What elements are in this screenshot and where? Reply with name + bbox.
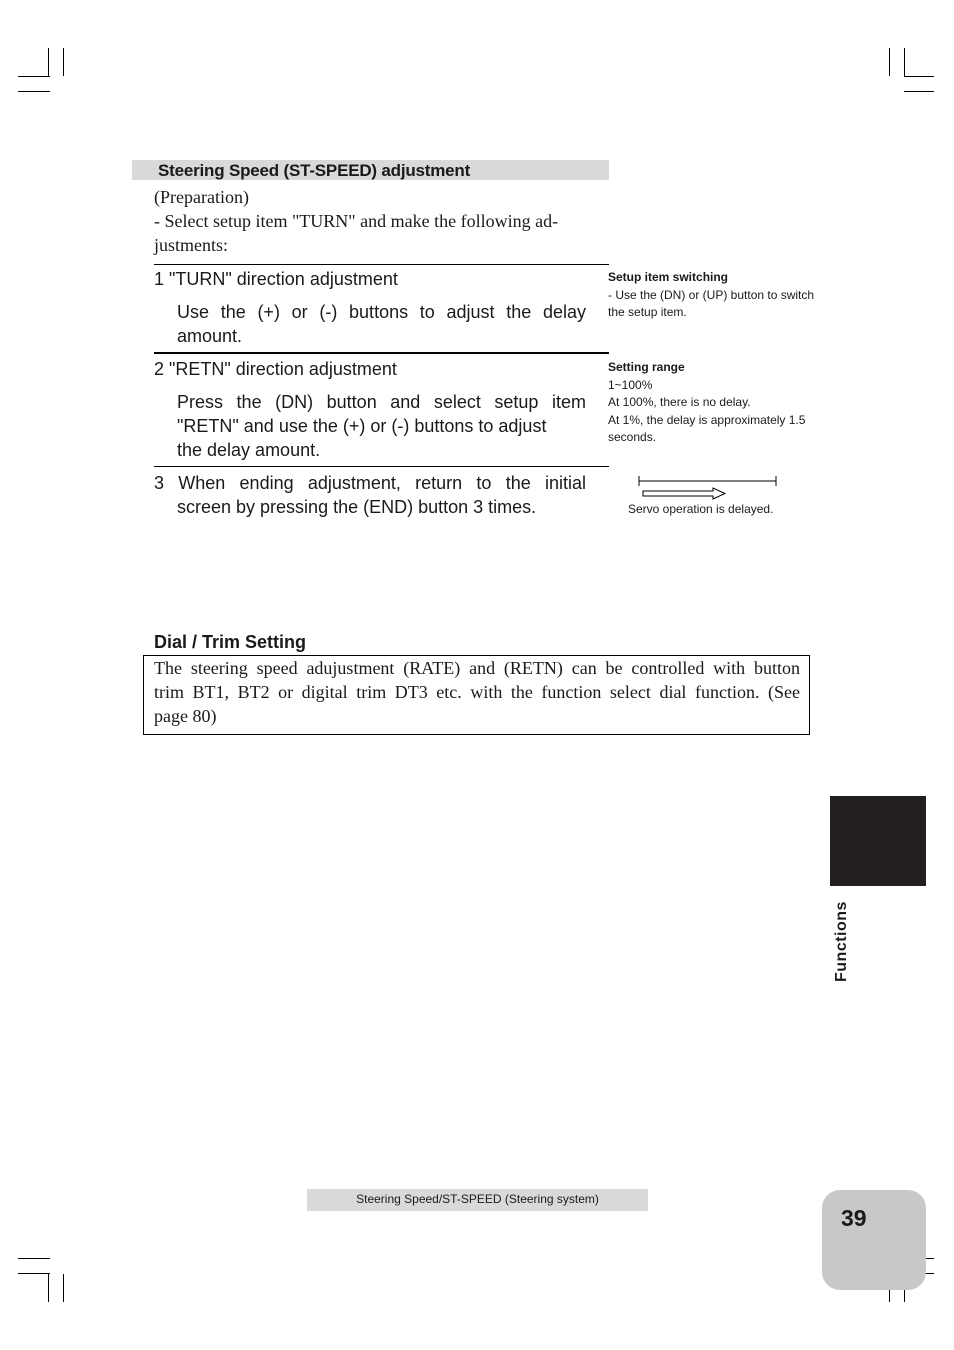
arrow-icon [643,488,725,499]
preparation-text-line1: - Select setup item "TURN" and make the following ad- [154,211,559,231]
step-2-text-line3: the delay amount. [177,440,321,460]
crop-mark [18,91,50,92]
note-text: At 100%, there is no delay. [608,395,751,409]
crop-mark [48,48,49,76]
dial-trim-text-line2: trim BT1, BT2 or digital trim DT3 etc. with the function select dial function. (See [154,682,800,702]
footer-label: Steering Speed/ST-SPEED (Steering system) [356,1192,599,1206]
side-tab-label: Functions [833,901,850,982]
dial-trim-text-line1: The steering speed adujustment (RATE) and (RETN) can be controlled with button [154,658,800,678]
step-1-heading: 1 "TURN" direction adjustment [154,269,398,289]
section-title: Steering Speed (ST-SPEED) adjustment [158,161,471,180]
dial-trim-title: Dial / Trim Setting [154,632,307,652]
crop-mark [63,1274,64,1302]
delay-diagram [632,472,784,502]
crop-mark [18,1258,50,1259]
step-3-text-line1: 3 When ending adjustment, return to the initial [154,473,586,493]
crop-mark [63,48,64,76]
note-setup-item-switching [608,269,838,322]
note-title: Setup item switching [608,270,729,284]
step-3-text-line2: screen by pressing the (END) button 3 times. [177,497,537,517]
crop-mark [889,48,890,76]
step-1-text-line1: Use the (+) or (-) buttons to adjust the delay [177,302,586,322]
crop-mark [18,1273,50,1274]
divider [154,352,609,354]
note-text: seconds. [608,430,657,444]
note-setting-range [608,359,838,447]
note-text: At 1%, the delay is approximately 1.5 [608,412,806,427]
preparation-label: (Preparation) [154,187,249,207]
dial-trim-text-line3: page 80) [154,706,217,726]
note-text: - Use the (DN) or (UP) button to switch [608,287,815,302]
crop-mark [904,48,905,76]
step-1-text-line2: amount. [177,326,243,346]
step-2-text-line2: "RETN" and use the (+) or (-) buttons to adjust [177,416,547,436]
section-tab [830,796,926,886]
crop-mark [48,1274,49,1302]
crop-mark [904,76,934,77]
preparation-text-line2: justments: [154,235,229,255]
note-text: the setup item. [608,305,687,319]
section-header [132,160,609,180]
dial-trim-box [143,655,810,735]
note-text: 1~100% [608,377,653,392]
divider [154,466,609,467]
crop-mark [18,76,50,77]
footer-bar [307,1189,648,1211]
diagram-caption: Servo operation is delayed. [628,502,774,516]
note-title: Setting range [608,360,685,374]
page-number: 39 [841,1205,867,1231]
step-2-heading: 2 "RETN" direction adjustment [154,359,397,379]
step-2-text-line1: Press the (DN) button and select setup item [177,392,586,412]
divider [154,264,609,265]
crop-mark [904,91,934,92]
page-number-box [822,1190,926,1290]
